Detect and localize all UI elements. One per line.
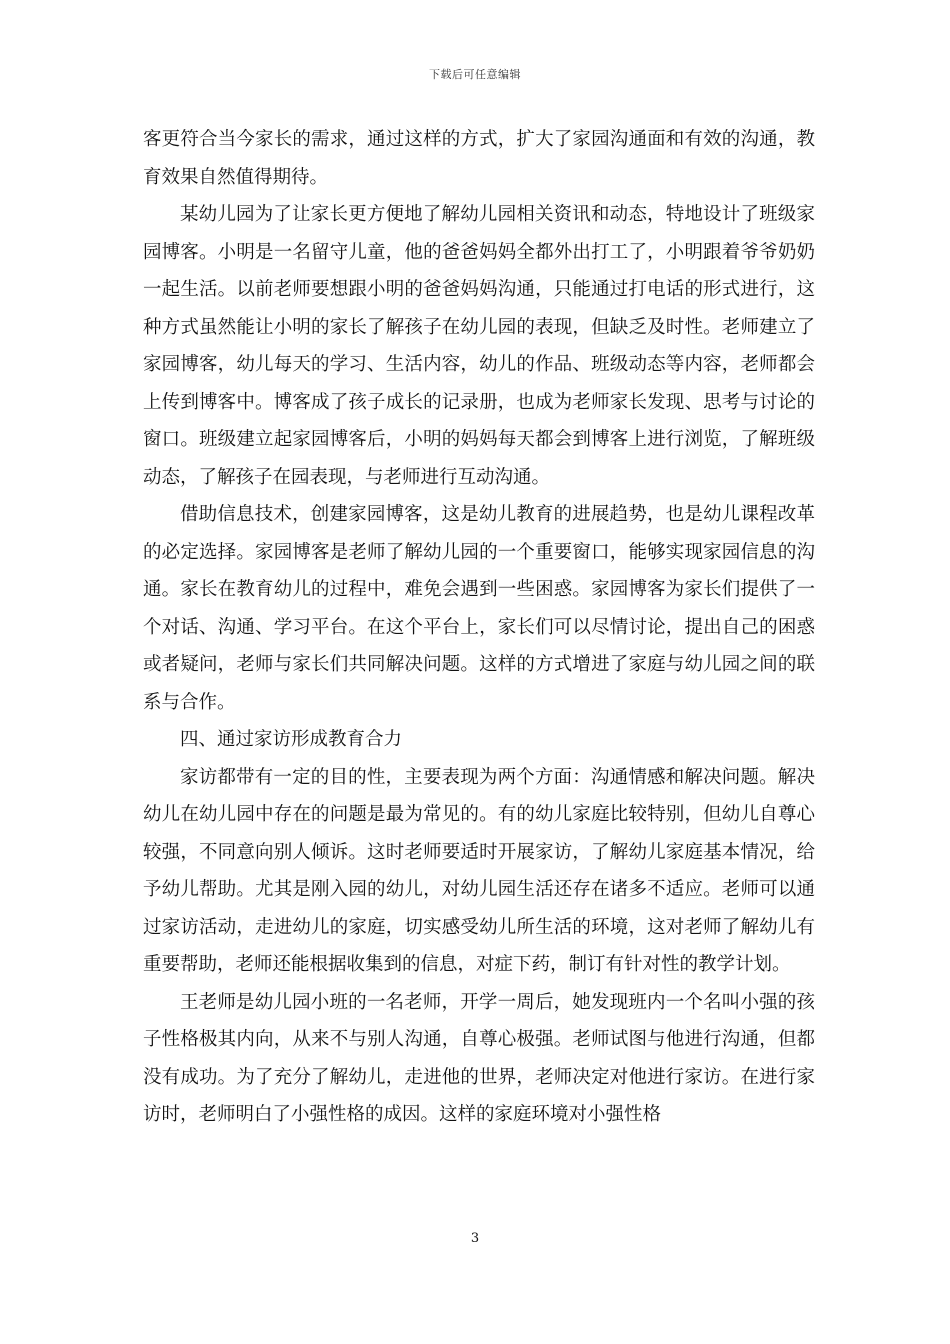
paragraph: 王老师是幼儿园小班的一名老师，开学一周后，她发现班内一个名叫小强的孩子性格极其内向，从来不与别人沟通，自尊心极强。老师试图与他进行沟通，但都没有成功。为了充分了解幼儿，走进他的世界，老师决定对他进行家访。在进行家访时，老师明白了小强性格的成因。这样的家庭环境对小强性格 [143,991,815,1125]
paragraph: 某幼儿园为了让家长更方便地了解幼儿园相关资讯和动态，特地设计了班级家园博客。小明是一名留守儿童，他的爸爸妈妈全都外出打工了，小明跟着爷爷奶奶一起生活。以前老师要想跟小明的爸爸妈妈沟通，只能通过打电话的形式进行，这种方式虽然能让小明的家长了解孩子在幼儿园的表现，但缺乏及时性。老师建立了家园博客，幼儿每天的学习、生活内容，幼儿的作品、班级动态等内容，老师都会上传到博客中。博客成了孩子成长的记录册，也成为老师家长发现、思考与讨论的窗口。班级建立起家园博客后，小明的妈妈每天都会到博客上进行浏览，了解班级动态，了解孩子在园表现，与老师进行互动沟通。 [143,204,815,488]
page-header: 下载后可任意编辑 [429,68,521,81]
section-heading: 四、通过家访形成教育合力 [180,729,403,750]
paragraph: 借助信息技术，创建家园博客，这是幼儿教育的进展趋势，也是幼儿课程改革的必定选择。家园博客是老师了解幼儿园的一个重要窗口，能够实现家园信息的沟通。家长在教育幼儿的过程中，难免会遇到一些困惑。家园博客为家长们提供了一个对话、沟通、学习平台。在这个平台上，家长们可以尽情讨论，提出自己的困惑或者疑问，老师与家长们共同解决问题。这样的方式增进了家庭与幼儿园之间的联系与合作。 [143,504,815,713]
paragraph: 家访都带有一定的目的性，主要表现为两个方面：沟通情感和解决问题。解决幼儿在幼儿园中存在的问题是最为常见的。有的幼儿家庭比较特别，但幼儿自尊心较强，不同意向别人倾诉。这时老师要适时开展家访，了解幼儿家庭基本情况，给予幼儿帮助。尤其是刚入园的幼儿，对幼儿园生活还存在诸多不适应。老师可以通过家访活动，走进幼儿的家庭，切实感受幼儿所生活的环境，这对老师了解幼儿有重要帮助，老师还能根据收集到的信息，对症下药，制订有针对性的教学计划。 [143,766,815,975]
page-number: 3 [470,1231,480,1246]
paragraph-continuation: 客更符合当今家长的需求，通过这样的方式，扩大了家园沟通面和有效的沟通，教育效果自然值得期待。 [143,129,815,188]
body-text [143,121,815,1134]
